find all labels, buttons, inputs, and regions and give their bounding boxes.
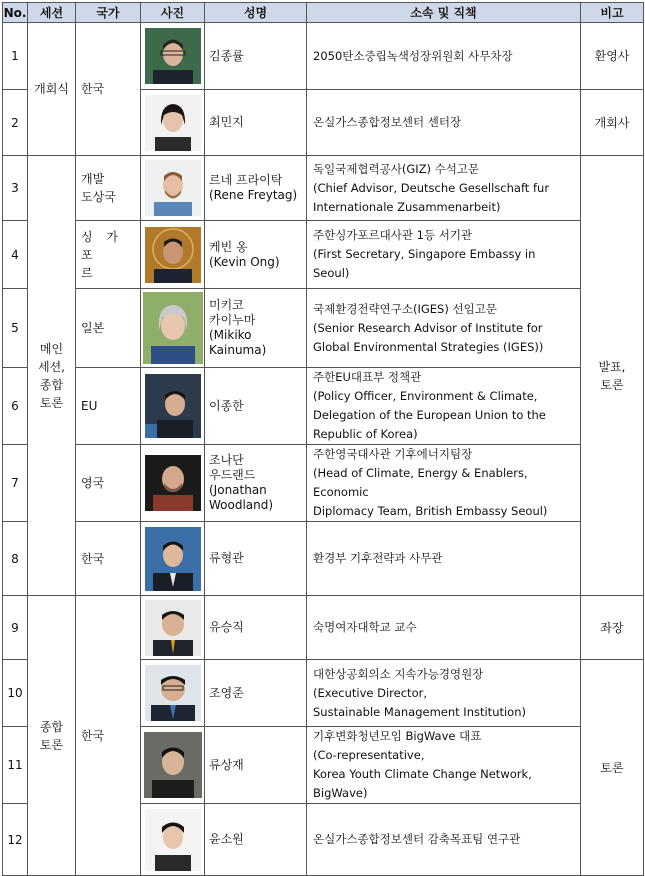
affiliation-cell: [307, 522, 581, 596]
portrait-photo: [145, 600, 201, 656]
name-cell: [205, 596, 307, 660]
affiliation-line: 주한EU대표부 정책관: [313, 370, 422, 384]
name-line: 김종률: [209, 48, 244, 63]
name-cell: [205, 522, 307, 596]
name-line: 최민지: [209, 115, 244, 129]
name-line: (Jonathan: [209, 483, 267, 497]
affiliation-line: (Policy Officer, Environment & Climate,: [313, 389, 538, 403]
country-japan: 일본: [76, 289, 141, 368]
name-line: (Mikiko: [209, 328, 252, 342]
name-line: 이종한: [209, 398, 244, 413]
portrait-photo: [145, 374, 201, 438]
portrait-photo: [145, 809, 201, 871]
header-session: 세션: [28, 3, 76, 23]
name-line: 류형관: [209, 551, 244, 565]
name-cell: [205, 368, 307, 445]
name-line: 케빈 옹: [209, 239, 248, 254]
row-number: 10: [3, 660, 28, 727]
portrait-photo: [145, 527, 201, 591]
session-main-line: 메인: [39, 341, 64, 356]
row-number: 1: [3, 23, 28, 90]
name-line: 미키코: [209, 298, 244, 312]
country-developing: [76, 156, 141, 221]
name-line: 카이누마: [209, 313, 256, 327]
affiliation-line: (Senior Research Advisor of Institute for: [313, 320, 543, 335]
row-number: 5: [3, 289, 28, 368]
remark-welcome: 환영사: [581, 23, 644, 90]
affiliation-line: 2050탄소중립녹색성장위원회 사무차장: [313, 48, 513, 63]
photo-cell: [141, 445, 205, 522]
session-panel: [28, 596, 76, 876]
row-number: 7: [3, 445, 28, 522]
affiliation-cell: [307, 156, 581, 221]
portrait-photo: [145, 665, 201, 721]
portrait-photo: [143, 292, 203, 364]
table-row: [3, 156, 644, 221]
portrait-photo: [145, 28, 201, 84]
session-opening: 개회식: [28, 23, 76, 156]
photo-cell: [141, 660, 205, 727]
name-line: 조영준: [209, 685, 244, 700]
country-singapore: [76, 221, 141, 289]
photo-cell: [141, 289, 205, 368]
header-photo: 사진: [141, 3, 205, 23]
portrait-photo: [145, 455, 201, 511]
affiliation-line: 대한상공회의소 지속가능경영원장: [313, 666, 484, 681]
affiliation-line: BigWave): [313, 786, 368, 800]
name-line: 조나단: [209, 453, 244, 467]
session-main-line: 세션,: [38, 359, 65, 374]
row-number: 6: [3, 368, 28, 445]
affiliation-line: (Co-representative,: [313, 748, 425, 762]
affiliation-cell: [307, 596, 581, 660]
table-row: [3, 596, 644, 660]
portrait-photo: [144, 732, 202, 798]
row-number: 11: [3, 727, 28, 804]
table-row: [3, 289, 644, 368]
name-cell: [205, 156, 307, 221]
photo-cell: [141, 596, 205, 660]
name-cell: [205, 289, 307, 368]
header-no: No.: [3, 3, 28, 23]
session-main-line: 종합: [39, 377, 64, 392]
table-row: [3, 23, 644, 90]
name-line: Kainuma): [209, 343, 267, 357]
session-main: [28, 156, 76, 596]
affiliation-line: (Chief Advisor, Deutsche Gesellschaft fur: [313, 180, 550, 195]
session-panel-line: 토론: [39, 737, 64, 752]
affiliation-line: Seoul): [313, 266, 350, 280]
name-cell: [205, 23, 307, 90]
country-uk: 영국: [76, 445, 141, 522]
header-row: [3, 3, 644, 23]
affiliation-line: (Executive Director,: [313, 685, 427, 700]
name-cell: [205, 727, 307, 804]
participants-table: [2, 2, 644, 876]
affiliation-line: 주한싱가포르대사관 1등 서기관: [313, 228, 473, 242]
session-panel-line: 종합: [39, 719, 64, 734]
photo-cell: [141, 368, 205, 445]
affiliation-line: Republic of Korea): [313, 427, 418, 441]
row-number: 4: [3, 221, 28, 289]
country-korea: 한국: [76, 596, 141, 876]
affiliation-cell: [307, 727, 581, 804]
photo-cell: [141, 727, 205, 804]
affiliation-line: Diplomacy Team, British Embassy Seoul): [313, 504, 548, 518]
affiliation-line: 기후변화청년모임 BigWave 대표: [313, 729, 482, 743]
table-row: [3, 368, 644, 445]
table-row: [3, 445, 644, 522]
country-line: 르: [81, 265, 98, 280]
photo-cell: [141, 156, 205, 221]
header-name: 성명: [205, 3, 307, 23]
row-number: 3: [3, 156, 28, 221]
country-eu: EU: [76, 368, 141, 445]
remark-discussion: 토론: [581, 660, 644, 876]
name-cell: [205, 660, 307, 727]
name-cell: [205, 445, 307, 522]
name-line: 류상재: [209, 757, 244, 772]
photo-cell: [141, 522, 205, 596]
photo-cell: [141, 90, 205, 156]
remark-chair: 좌장: [581, 596, 644, 660]
name-cell: [205, 90, 307, 156]
name-line: Woodland): [209, 498, 274, 512]
country-korea: 한국: [76, 522, 141, 596]
name-cell: [205, 221, 307, 289]
affiliation-line: Delegation of the European Union to the: [313, 408, 546, 422]
affiliation-line: Sustainable Management Institution): [313, 704, 526, 719]
header-affiliation: 소속 및 직책: [307, 3, 581, 23]
country-korea: 한국: [76, 23, 141, 156]
row-number: 9: [3, 596, 28, 660]
affiliation-cell: [307, 368, 581, 445]
name-line: 윤소원: [209, 832, 244, 846]
name-line: 유승직: [209, 620, 244, 634]
remark-line: 토론: [600, 377, 624, 392]
affiliation-line: Global Environmental Strategies (IGES)): [313, 339, 544, 354]
row-number: 12: [3, 804, 28, 876]
photo-cell: [141, 221, 205, 289]
affiliation-line: 온실가스종합정보센터 센터장: [313, 115, 462, 129]
portrait-photo: [145, 227, 201, 283]
portrait-photo: [145, 95, 201, 151]
affiliation-cell: [307, 90, 581, 156]
name-line: (Rene Freytag): [209, 188, 298, 202]
header-country: 국가: [76, 3, 141, 23]
remark-opening: 개회사: [581, 90, 644, 156]
affiliation-line: 숙명여자대학교 교수: [313, 620, 417, 634]
affiliation-line: (Head of Climate, Energy & Enablers, Economic: [313, 466, 528, 499]
table-row: [3, 221, 644, 289]
affiliation-cell: [307, 221, 581, 289]
country-line: 도상국: [81, 190, 116, 204]
name-line: 르네 프라이탁: [209, 173, 283, 187]
affiliation-line: 국제환경전략연구소(IGES) 선임고문: [313, 301, 497, 316]
table-row: [3, 522, 644, 596]
header-remarks: 비고: [581, 3, 644, 23]
affiliation-line: Korea Youth Climate Change Network,: [313, 767, 532, 781]
country-line: 개발: [81, 172, 105, 186]
remark-line: 발표,: [598, 359, 626, 374]
photo-cell: [141, 23, 205, 90]
remark-presentation: [581, 156, 644, 596]
affiliation-line: 주한영국대사관 기후에너지팀장: [313, 447, 473, 461]
session-main-line: 토론: [39, 395, 64, 410]
affiliation-line: 환경부 기후전략과 사무관: [313, 551, 443, 565]
name-line: 우드랜드: [209, 468, 256, 482]
affiliation-line: (First Secretary, Singapore Embassy in: [313, 247, 536, 261]
row-number: 2: [3, 90, 28, 156]
name-cell: [205, 804, 307, 876]
affiliation-cell: [307, 289, 581, 368]
affiliation-cell: [307, 23, 581, 90]
affiliation-cell: [307, 445, 581, 522]
affiliation-line: 독일국제협력공사(GIZ) 수석고문: [313, 161, 480, 176]
affiliation-line: 온실가스종합정보센터 감축목표팀 연구관: [313, 832, 521, 846]
name-line: (Kevin Ong): [209, 254, 280, 269]
affiliation-line: Internationale Zusammenarbeit): [313, 199, 501, 214]
portrait-photo: [145, 160, 201, 216]
row-number: 8: [3, 522, 28, 596]
country-line: 싱 가 포: [81, 229, 123, 262]
affiliation-cell: [307, 660, 581, 727]
photo-cell: [141, 804, 205, 876]
affiliation-cell: [307, 804, 581, 876]
